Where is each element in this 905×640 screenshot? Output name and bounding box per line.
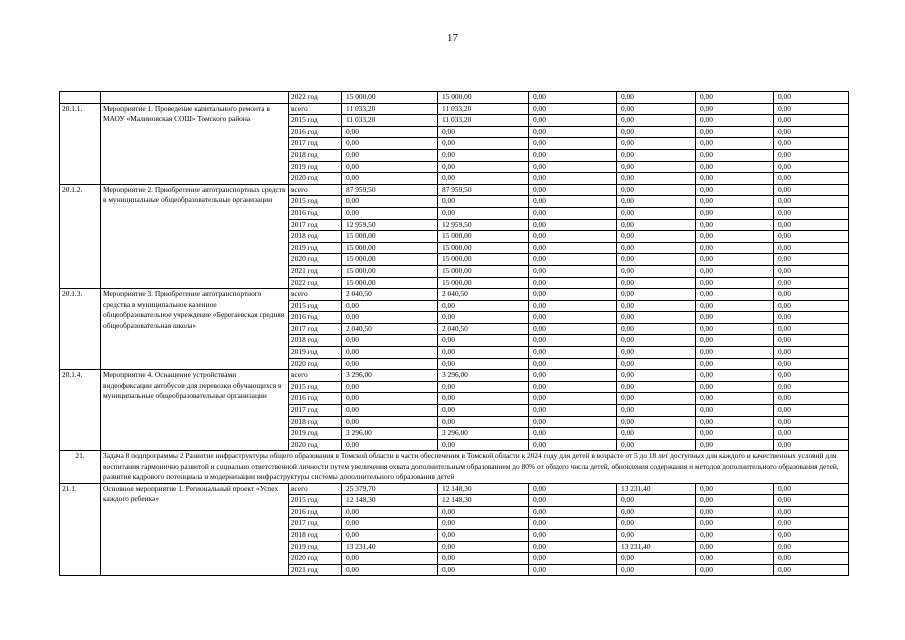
period-cell: 2018 год [289, 530, 342, 542]
amount-cell: 0,00 [617, 347, 696, 359]
period-cell: 2015 год [289, 381, 342, 393]
amount-cell: 0,00 [696, 219, 774, 231]
amount-cell: 0,00 [774, 358, 849, 370]
period-cell: всего [289, 184, 342, 196]
period-cell: 2016 год [289, 207, 342, 219]
amount-cell: 0,00 [774, 518, 849, 530]
item-description: Мероприятие 3. Приобретение автотранспортного средства в муниципальное казенное общеобразовательное учреждение «Берегаевская средняя общеобразовательная школа» [101, 289, 289, 370]
amount-cell: 0,00 [696, 393, 774, 405]
amount-cell: 0,00 [696, 149, 774, 161]
amount-cell: 0,00 [774, 393, 849, 405]
amount-cell: 0,00 [617, 138, 696, 150]
period-cell: 2017 год [289, 323, 342, 335]
period-cell: 2015 год [289, 115, 342, 127]
amount-cell: 0,00 [529, 254, 617, 266]
amount-cell: 0,00 [696, 553, 774, 565]
period-cell: 2018 год [289, 149, 342, 161]
amount-cell: 0,00 [529, 358, 617, 370]
amount-cell: 0,00 [774, 439, 849, 451]
amount-cell: 13 231,40 [617, 541, 696, 553]
amount-cell: 0,00 [529, 323, 617, 335]
task-row [60, 451, 849, 483]
amount-cell: 0,00 [696, 300, 774, 312]
amount-cell: 0,00 [438, 393, 529, 405]
amount-cell: 0,00 [529, 439, 617, 451]
amount-cell: 0,00 [696, 277, 774, 289]
budget-table [59, 91, 849, 576]
amount-cell: 15 000,00 [342, 254, 438, 266]
amount-cell: 0,00 [617, 393, 696, 405]
amount-cell: 0,00 [774, 541, 849, 553]
amount-cell: 0,00 [617, 416, 696, 428]
amount-cell: 0,00 [696, 126, 774, 138]
period-cell: 2018 год [289, 231, 342, 243]
amount-cell: 0,00 [696, 564, 774, 576]
period-cell: всего [289, 483, 342, 495]
amount-cell: 0,00 [617, 358, 696, 370]
amount-cell: 0,00 [617, 92, 696, 104]
period-cell: 2016 год [289, 393, 342, 405]
period-cell: 2017 год [289, 219, 342, 231]
amount-cell: 0,00 [438, 149, 529, 161]
amount-cell: 0,00 [342, 564, 438, 576]
amount-cell: 0,00 [617, 277, 696, 289]
amount-cell: 0,00 [774, 300, 849, 312]
period-cell: 2020 год [289, 173, 342, 185]
amount-cell: 0,00 [774, 495, 849, 507]
amount-cell: 0,00 [774, 173, 849, 185]
amount-cell: 0,00 [529, 564, 617, 576]
amount-cell: 0,00 [696, 530, 774, 542]
period-cell: 2021 год [289, 564, 342, 576]
amount-cell: 0,00 [617, 428, 696, 440]
amount-cell: 0,00 [696, 289, 774, 301]
amount-cell: 0,00 [438, 138, 529, 150]
amount-cell: 0,00 [774, 428, 849, 440]
period-cell: всего [289, 370, 342, 382]
amount-cell: 0,00 [438, 207, 529, 219]
amount-cell: 0,00 [617, 184, 696, 196]
amount-cell: 0,00 [617, 149, 696, 161]
amount-cell: 0,00 [438, 506, 529, 518]
amount-cell: 0,00 [529, 289, 617, 301]
amount-cell: 0,00 [438, 541, 529, 553]
amount-cell: 0,00 [529, 530, 617, 542]
amount-cell: 0,00 [342, 335, 438, 347]
period-cell: 2015 год [289, 300, 342, 312]
amount-cell: 0,00 [774, 553, 849, 565]
amount-cell: 13 231,40 [342, 541, 438, 553]
table-row [60, 184, 849, 196]
amount-cell: 0,00 [774, 242, 849, 254]
amount-cell: 0,00 [617, 323, 696, 335]
amount-cell: 0,00 [696, 161, 774, 173]
amount-cell: 3 296,00 [342, 428, 438, 440]
amount-cell: 0,00 [529, 242, 617, 254]
amount-cell: 0,00 [774, 405, 849, 417]
amount-cell: 0,00 [617, 219, 696, 231]
amount-cell: 11 033,20 [342, 115, 438, 127]
period-cell: 2016 год [289, 506, 342, 518]
item-number: 21.1. [60, 483, 101, 576]
amount-cell: 0,00 [774, 506, 849, 518]
amount-cell: 0,00 [774, 231, 849, 243]
amount-cell: 0,00 [438, 358, 529, 370]
amount-cell: 2 040,50 [342, 289, 438, 301]
table-row [60, 103, 849, 115]
page-number: 17 [447, 32, 458, 44]
amount-cell: 12 959,50 [342, 219, 438, 231]
amount-cell: 0,00 [438, 518, 529, 530]
amount-cell: 0,00 [617, 370, 696, 382]
amount-cell: 0,00 [774, 289, 849, 301]
amount-cell: 0,00 [438, 300, 529, 312]
amount-cell: 0,00 [342, 358, 438, 370]
amount-cell: 0,00 [529, 300, 617, 312]
amount-cell: 0,00 [342, 506, 438, 518]
amount-cell: 0,00 [438, 530, 529, 542]
amount-cell: 0,00 [529, 265, 617, 277]
amount-cell: 0,00 [438, 553, 529, 565]
amount-cell: 0,00 [774, 92, 849, 104]
amount-cell: 0,00 [696, 184, 774, 196]
task-number: 21. [60, 451, 101, 483]
amount-cell: 0,00 [529, 518, 617, 530]
period-cell: 2018 год [289, 335, 342, 347]
amount-cell: 0,00 [438, 335, 529, 347]
amount-cell: 0,00 [696, 173, 774, 185]
amount-cell: 0,00 [617, 289, 696, 301]
amount-cell: 0,00 [342, 300, 438, 312]
amount-cell: 0,00 [774, 381, 849, 393]
table-row [60, 289, 849, 301]
amount-cell: 15 000,00 [438, 242, 529, 254]
amount-cell: 0,00 [529, 553, 617, 565]
amount-cell: 2 040,50 [438, 323, 529, 335]
amount-cell: 0,00 [617, 231, 696, 243]
period-cell: 2015 год [289, 196, 342, 208]
amount-cell: 15 000,00 [438, 277, 529, 289]
item-description: Мероприятие 4. Оснащение устройствами видеофиксации автобусов для перевозки обучающихся в муниципальные общеобразовательные организации [101, 370, 289, 451]
amount-cell: 0,00 [438, 439, 529, 451]
amount-cell: 11 033,20 [342, 103, 438, 115]
amount-cell: 0,00 [617, 207, 696, 219]
period-cell: 2020 год [289, 254, 342, 266]
amount-cell: 0,00 [774, 312, 849, 324]
amount-cell: 11 033,20 [438, 115, 529, 127]
amount-cell: 0,00 [342, 416, 438, 428]
table-row [60, 483, 849, 495]
amount-cell: 0,00 [438, 347, 529, 359]
amount-cell: 0,00 [438, 196, 529, 208]
amount-cell: 0,00 [696, 495, 774, 507]
amount-cell: 0,00 [696, 92, 774, 104]
period-cell: 2016 год [289, 312, 342, 324]
amount-cell: 12 148,30 [438, 483, 529, 495]
amount-cell: 15 000,00 [438, 265, 529, 277]
amount-cell: 0,00 [774, 184, 849, 196]
amount-cell: 25 379,70 [342, 483, 438, 495]
amount-cell: 87 959,50 [342, 184, 438, 196]
amount-cell: 0,00 [342, 405, 438, 417]
period-cell: 2019 год [289, 242, 342, 254]
amount-cell: 0,00 [529, 115, 617, 127]
period-cell: 2022 год [289, 92, 342, 104]
period-cell: 2019 год [289, 541, 342, 553]
amount-cell: 0,00 [774, 564, 849, 576]
amount-cell: 0,00 [342, 393, 438, 405]
amount-cell: 0,00 [774, 530, 849, 542]
amount-cell: 0,00 [529, 416, 617, 428]
amount-cell: 0,00 [617, 242, 696, 254]
amount-cell: 0,00 [617, 265, 696, 277]
amount-cell: 0,00 [774, 416, 849, 428]
amount-cell: 0,00 [617, 564, 696, 576]
amount-cell: 12 148,30 [438, 495, 529, 507]
amount-cell: 0,00 [696, 370, 774, 382]
amount-cell: 0,00 [529, 149, 617, 161]
amount-cell: 0,00 [342, 149, 438, 161]
amount-cell: 15 000,00 [438, 254, 529, 266]
amount-cell: 0,00 [438, 173, 529, 185]
amount-cell: 3 296,00 [438, 370, 529, 382]
amount-cell: 0,00 [617, 115, 696, 127]
item-number: 20.1.1. [60, 103, 101, 184]
amount-cell: 0,00 [529, 495, 617, 507]
amount-cell: 0,00 [617, 196, 696, 208]
period-cell: 2020 год [289, 553, 342, 565]
amount-cell: 0,00 [529, 161, 617, 173]
amount-cell: 0,00 [438, 405, 529, 417]
table-row [60, 92, 849, 104]
amount-cell: 0,00 [617, 335, 696, 347]
amount-cell: 15 000,00 [438, 231, 529, 243]
amount-cell: 0,00 [774, 265, 849, 277]
amount-cell: 0,00 [774, 483, 849, 495]
amount-cell: 0,00 [696, 506, 774, 518]
period-cell: 2020 год [289, 358, 342, 370]
amount-cell: 0,00 [774, 277, 849, 289]
amount-cell: 0,00 [617, 495, 696, 507]
amount-cell: 0,00 [529, 184, 617, 196]
amount-cell: 0,00 [529, 393, 617, 405]
amount-cell: 3 296,00 [438, 428, 529, 440]
amount-cell: 0,00 [696, 242, 774, 254]
period-cell: 2018 год [289, 416, 342, 428]
amount-cell: 0,00 [529, 405, 617, 417]
item-number: 20.1.2. [60, 184, 101, 288]
amount-cell: 0,00 [617, 126, 696, 138]
amount-cell: 0,00 [342, 126, 438, 138]
period-cell: 2017 год [289, 518, 342, 530]
amount-cell: 0,00 [438, 312, 529, 324]
amount-cell: 0,00 [617, 312, 696, 324]
amount-cell: 0,00 [696, 103, 774, 115]
amount-cell: 0,00 [774, 196, 849, 208]
amount-cell: 12 148,30 [342, 495, 438, 507]
amount-cell: 0,00 [774, 335, 849, 347]
amount-cell: 0,00 [774, 126, 849, 138]
amount-cell: 12 959,50 [438, 219, 529, 231]
amount-cell: 0,00 [529, 126, 617, 138]
amount-cell: 0,00 [696, 518, 774, 530]
amount-cell: 0,00 [529, 207, 617, 219]
period-cell: 2020 год [289, 439, 342, 451]
amount-cell: 0,00 [696, 335, 774, 347]
period-cell: 2021 год [289, 265, 342, 277]
amount-cell: 0,00 [617, 173, 696, 185]
period-cell: 2019 год [289, 161, 342, 173]
amount-cell: 0,00 [342, 518, 438, 530]
amount-cell: 0,00 [696, 416, 774, 428]
amount-cell: 0,00 [696, 483, 774, 495]
amount-cell: 0,00 [342, 553, 438, 565]
amount-cell: 0,00 [529, 231, 617, 243]
amount-cell: 0,00 [617, 103, 696, 115]
amount-cell: 0,00 [342, 207, 438, 219]
amount-cell: 0,00 [696, 323, 774, 335]
item-description: Мероприятие 2. Приобретение автотранспортных средств в муниципальные общеобразовательные организации [101, 184, 289, 288]
amount-cell: 0,00 [529, 312, 617, 324]
amount-cell: 0,00 [438, 161, 529, 173]
amount-cell: 15 000,00 [438, 92, 529, 104]
amount-cell: 0,00 [696, 196, 774, 208]
amount-cell: 0,00 [617, 405, 696, 417]
period-cell: 2022 год [289, 277, 342, 289]
amount-cell: 0,00 [438, 381, 529, 393]
task-description: Задача 8 подпрограммы 2 Развитие инфраструктуры общего образования в Томской области в части обеспечения в Томской области к 2024 году для детей в возрасте от 5 до 18 лет доступных для каждого и качественных условий для воспитания гармонично развитой и социально ответственной личности путем увеличения охвата дополнительным образованием до 80% от общего числа детей, обновления содержания и методов дополнительного образования детей, развития кадрового потенциала и модернизации инфраструктуры системы дополнительного образования детей [101, 451, 849, 483]
table-row [60, 370, 849, 382]
empty-cell [60, 92, 101, 104]
amount-cell: 0,00 [774, 323, 849, 335]
amount-cell: 0,00 [774, 207, 849, 219]
amount-cell: 0,00 [774, 254, 849, 266]
table-body [60, 92, 849, 576]
amount-cell: 0,00 [617, 161, 696, 173]
empty-cell [101, 92, 289, 104]
amount-cell: 15 000,00 [342, 231, 438, 243]
period-cell: всего [289, 289, 342, 301]
amount-cell: 0,00 [438, 416, 529, 428]
period-cell: 2017 год [289, 138, 342, 150]
amount-cell: 0,00 [529, 428, 617, 440]
amount-cell: 0,00 [696, 439, 774, 451]
amount-cell: 15 000,00 [342, 92, 438, 104]
amount-cell: 0,00 [696, 381, 774, 393]
amount-cell: 0,00 [696, 428, 774, 440]
amount-cell: 15 000,00 [342, 265, 438, 277]
amount-cell: 2 040,50 [342, 323, 438, 335]
amount-cell: 0,00 [342, 161, 438, 173]
amount-cell: 0,00 [342, 196, 438, 208]
amount-cell: 0,00 [696, 312, 774, 324]
amount-cell: 13 231,40 [617, 483, 696, 495]
amount-cell: 0,00 [696, 254, 774, 266]
amount-cell: 0,00 [529, 92, 617, 104]
amount-cell: 0,00 [696, 405, 774, 417]
amount-cell: 15 000,00 [342, 242, 438, 254]
amount-cell: 2 040,50 [438, 289, 529, 301]
amount-cell: 0,00 [696, 265, 774, 277]
item-description: Мероприятие 1. Проведение капитального ремонта в МАОУ «Малиновская СОШ» Томского района [101, 103, 289, 184]
amount-cell: 0,00 [774, 103, 849, 115]
amount-cell: 0,00 [617, 439, 696, 451]
amount-cell: 0,00 [774, 219, 849, 231]
amount-cell: 0,00 [529, 370, 617, 382]
amount-cell: 0,00 [696, 347, 774, 359]
amount-cell: 0,00 [529, 541, 617, 553]
amount-cell: 0,00 [529, 103, 617, 115]
amount-cell: 0,00 [529, 277, 617, 289]
period-cell: 2016 год [289, 126, 342, 138]
period-cell: 2015 год [289, 495, 342, 507]
amount-cell: 0,00 [696, 115, 774, 127]
amount-cell: 0,00 [342, 173, 438, 185]
amount-cell: 0,00 [696, 541, 774, 553]
item-number: 20.1.4. [60, 370, 101, 451]
amount-cell: 0,00 [342, 347, 438, 359]
amount-cell: 0,00 [529, 196, 617, 208]
period-cell: 2017 год [289, 405, 342, 417]
amount-cell: 11 033,20 [438, 103, 529, 115]
amount-cell: 0,00 [774, 149, 849, 161]
amount-cell: 0,00 [529, 219, 617, 231]
amount-cell: 0,00 [696, 138, 774, 150]
amount-cell: 0,00 [438, 126, 529, 138]
amount-cell: 0,00 [696, 207, 774, 219]
amount-cell: 0,00 [617, 254, 696, 266]
amount-cell: 0,00 [774, 161, 849, 173]
item-description: Основное мероприятие 1. Региональный проект «Успех каждого ребенка» [101, 483, 289, 576]
amount-cell: 0,00 [529, 506, 617, 518]
period-cell: 2019 год [289, 347, 342, 359]
amount-cell: 0,00 [529, 335, 617, 347]
amount-cell: 0,00 [696, 231, 774, 243]
amount-cell: 0,00 [617, 518, 696, 530]
amount-cell: 0,00 [529, 173, 617, 185]
item-number: 20.1.3. [60, 289, 101, 370]
amount-cell: 0,00 [696, 358, 774, 370]
period-cell: 2019 год [289, 428, 342, 440]
amount-cell: 0,00 [617, 506, 696, 518]
amount-cell: 0,00 [342, 381, 438, 393]
amount-cell: 15 000,00 [342, 277, 438, 289]
amount-cell: 0,00 [774, 347, 849, 359]
amount-cell: 0,00 [342, 138, 438, 150]
amount-cell: 0,00 [529, 381, 617, 393]
period-cell: всего [289, 103, 342, 115]
amount-cell: 0,00 [438, 564, 529, 576]
amount-cell: 0,00 [617, 300, 696, 312]
amount-cell: 0,00 [774, 138, 849, 150]
amount-cell: 0,00 [342, 530, 438, 542]
amount-cell: 0,00 [529, 347, 617, 359]
amount-cell: 87 959,50 [438, 184, 529, 196]
amount-cell: 0,00 [774, 370, 849, 382]
amount-cell: 0,00 [617, 381, 696, 393]
amount-cell: 0,00 [529, 483, 617, 495]
amount-cell: 3 296,00 [342, 370, 438, 382]
amount-cell: 0,00 [529, 138, 617, 150]
amount-cell: 0,00 [774, 115, 849, 127]
amount-cell: 0,00 [617, 553, 696, 565]
amount-cell: 0,00 [342, 439, 438, 451]
amount-cell: 0,00 [617, 530, 696, 542]
amount-cell: 0,00 [342, 312, 438, 324]
